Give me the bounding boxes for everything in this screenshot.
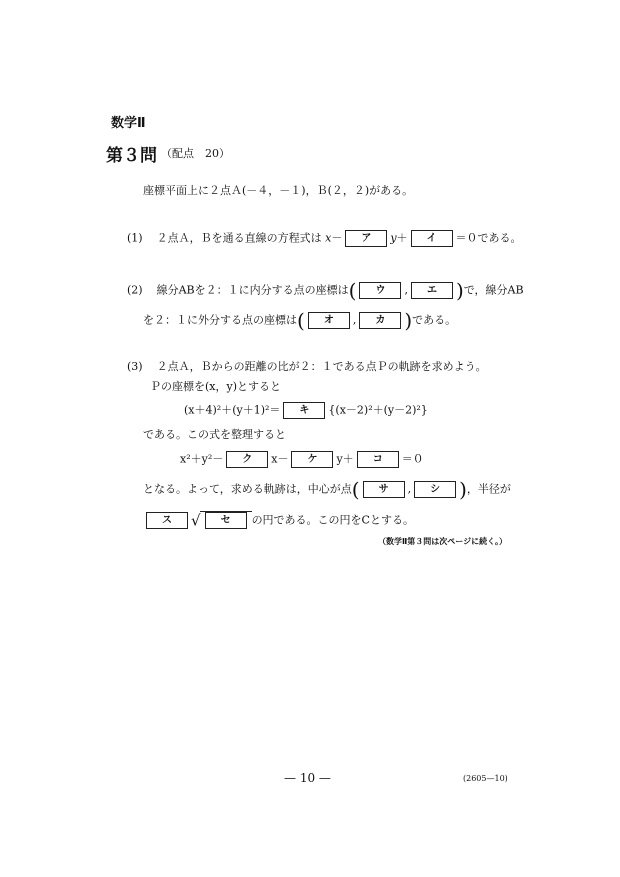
right-paren-icon: )	[459, 477, 467, 502]
answer-box-ku[interactable]: ク	[226, 451, 268, 468]
answer-box-u[interactable]: ウ	[359, 282, 401, 299]
part3-line-d: となる。よって，求める軌跡は，中心が点( サ , シ )，半径が	[143, 477, 511, 502]
eq2-y: y＋	[336, 452, 354, 466]
left-paren-icon: (	[348, 278, 357, 303]
part3-text-f: の円である。この円をCとする。	[251, 513, 414, 527]
document-code: (2605—10)	[463, 774, 508, 783]
equation-1	[184, 402, 428, 419]
part2-text-b: で，線分AB	[463, 283, 524, 297]
part3-text-d: となる。よって，求める軌跡は，中心が点	[143, 482, 352, 496]
answer-box-ki[interactable]: キ	[283, 402, 325, 419]
part2-text-d: である。	[412, 313, 457, 327]
part3-text-c: である。この式を整理すると	[143, 428, 286, 441]
right-paren-icon: )	[404, 308, 413, 333]
answer-box-ka[interactable]: カ	[359, 312, 401, 329]
answer-box-o[interactable]: オ	[308, 312, 350, 329]
intro-text: 座標平面上に２点Ａ(－４，－１)，Ｂ(２，２)がある。	[143, 184, 414, 197]
continued-note: （数学Ⅱ第３問は次ページに続く。）	[378, 537, 507, 546]
part3-number: (3)	[127, 360, 143, 373]
eq2-start: x²＋y²－	[180, 452, 224, 466]
part1-math-x: x	[325, 231, 332, 245]
eq2-x: x－	[271, 452, 289, 466]
page-number: — 10 —	[284, 771, 331, 785]
part1-minus: －	[331, 231, 343, 245]
radicand	[200, 511, 252, 529]
left-paren-icon: (	[297, 308, 305, 333]
part2-line-2: を２：１に外分する点の座標は( オ , カ )である。	[143, 308, 457, 333]
part1-line	[127, 230, 522, 247]
answer-box-e[interactable]: エ	[411, 282, 453, 299]
points-label: （配点 20）	[161, 147, 230, 160]
part2-text-c: を２：１に外分する点の座標は	[143, 313, 297, 327]
answer-box-sa[interactable]: サ	[363, 481, 405, 498]
part1-text-b: ＝０である。	[455, 231, 522, 245]
answer-box-shi[interactable]: シ	[414, 481, 456, 498]
eq1-right: {(x－2)²＋(y－2)²}	[328, 403, 428, 417]
part2-line-1: (2) 線分ABを２：１に内分する点の座標は( ウ , エ )で，線分AB	[127, 278, 524, 303]
right-paren-icon: )	[455, 278, 464, 303]
part1-plus: ＋	[396, 231, 408, 245]
answer-box-ke[interactable]: ケ	[291, 451, 333, 468]
answer-box-se[interactable]: セ	[205, 512, 247, 529]
answer-box-i[interactable]: イ	[411, 230, 453, 247]
equation-2	[180, 451, 424, 468]
answer-box-su[interactable]: ス	[146, 512, 188, 529]
eq2-end: ＝０	[401, 452, 424, 466]
subject-label: 数学Ⅱ	[111, 116, 146, 131]
question-heading: 第３問	[106, 146, 157, 166]
part3-line-1	[127, 359, 487, 375]
part1-text-a: ２点Ａ，Ｂを通る直線の方程式は	[156, 231, 322, 245]
left-paren-icon: (	[351, 477, 360, 502]
eq1-left: (x＋4)²＋(y＋1)²＝	[184, 403, 281, 417]
part2-number: (2)	[127, 283, 143, 297]
part3-line-f	[143, 511, 414, 529]
square-root-icon: √	[191, 511, 201, 530]
part3-text-e: ，半径が	[466, 482, 511, 496]
answer-box-ko[interactable]: コ	[357, 451, 399, 468]
part1-math-y: y	[390, 231, 397, 245]
answer-box-a[interactable]: ア	[345, 230, 387, 247]
part2-text-a: 線分ABを２：１に内分する点の座標は	[156, 283, 349, 297]
part1-number: (1)	[127, 231, 143, 245]
part3-text-a: ２点Ａ，Ｂからの距離の比が２：１である点Ｐの軌跡を求めよう。	[156, 360, 487, 373]
part3-text-b: Ｐの座標を(x，y)とすると	[150, 380, 282, 393]
